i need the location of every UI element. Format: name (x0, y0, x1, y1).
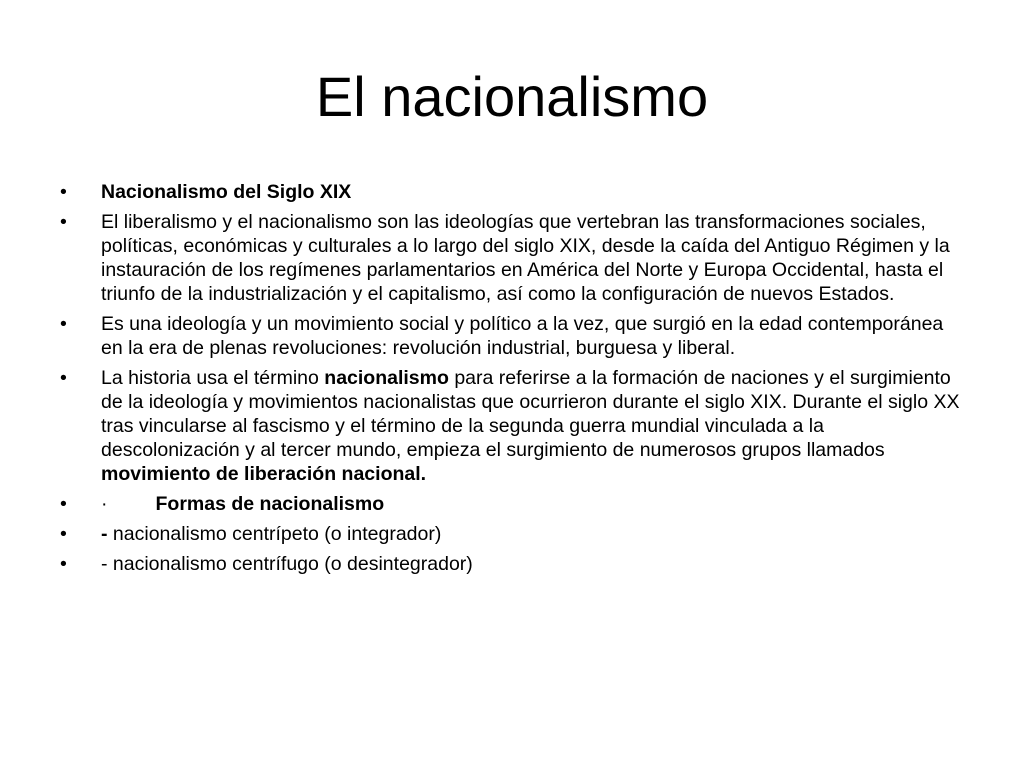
list-item (60, 552, 965, 576)
item-text: - nacionalismo centrífugo (o desintegrador) (101, 553, 473, 575)
item-dot: · (101, 493, 108, 515)
item-text: para referirse a la formación de naciones y el surgimiento de la ideología y movimientos nacionalistas que ocurrieron durante el siglo XIX. Durante el siglo XX tras vincularse al fascismo y el término de la segunda guerra mundial vinculada a la descolonización y al tercer mundo, empieza el surgimiento de numerosos grupos llamados (101, 367, 960, 461)
item-dash: - (101, 523, 108, 545)
item-text: nacionalismo centrípeto (o integrador) (107, 523, 442, 545)
list-item (60, 522, 965, 546)
slide-title: El nacionalismo (315, 65, 709, 128)
bullet-list (60, 180, 965, 582)
list-item (60, 210, 965, 306)
item-text: Nacionalismo del Siglo XIX (101, 181, 352, 203)
list-item (60, 180, 965, 204)
bullet-icon: • (60, 553, 67, 575)
item-text-bold: movimiento de liberación nacional. (101, 463, 427, 485)
item-text-bold: nacionalismo (324, 367, 449, 389)
bullet-icon: • (60, 181, 67, 203)
list-item (60, 492, 965, 516)
item-text: El liberalismo y el nacionalismo son las ideologías que vertebran las transformaciones sociales, políticas, económicas y culturales a lo largo del siglo XIX, desde la caída del Antiguo Régimen y la instauración de los regímenes parlamentarios en América del Norte y Europa Occidental, hasta el triunfo de la industrialización y el capitalismo, así como la configuración de nuevos Estados. (101, 211, 950, 305)
bullet-icon: • (60, 211, 67, 233)
bullet-icon: • (60, 367, 67, 389)
item-text: Es una ideología y un movimiento social y político a la vez, que surgió en la edad contemporánea en la era de plenas revoluciones: revolución industrial, burguesa y liberal. (101, 313, 944, 359)
list-item (60, 312, 965, 360)
bullet-icon: • (60, 313, 67, 335)
bullet-icon: • (60, 523, 67, 545)
item-text: Formas de nacionalismo (155, 493, 385, 515)
bullet-icon: • (60, 493, 67, 515)
list-item (60, 366, 965, 486)
item-text: La historia usa el término (101, 367, 325, 389)
